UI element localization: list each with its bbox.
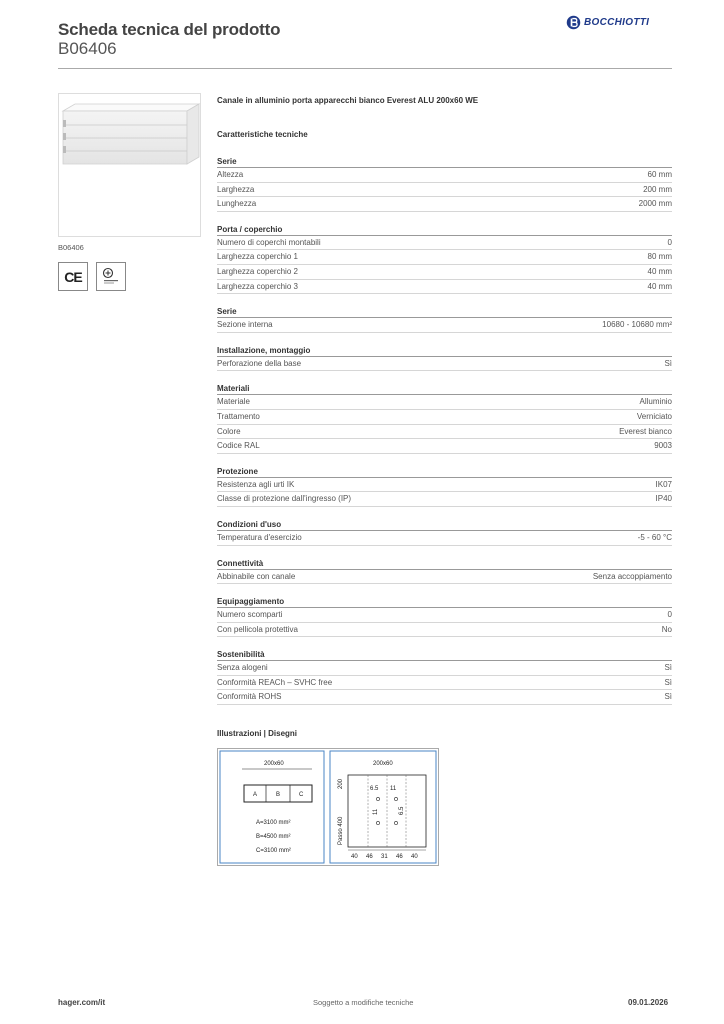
bottom-dim-4: 46: [396, 854, 403, 860]
spec-value: 10680 - 10680 mm²: [602, 320, 672, 330]
spec-row: [217, 183, 672, 198]
spec-label: Codice RAL: [217, 441, 260, 451]
footer-date: 09.01.2026: [628, 998, 669, 1007]
spec-row: [217, 250, 672, 265]
spec-row: [217, 676, 672, 691]
spec-row: [217, 425, 672, 440]
brand-name: BOCCHIOTTI: [584, 17, 650, 28]
spec-row: [217, 265, 672, 280]
spec-value: 60 mm: [647, 170, 672, 179]
spec-value: No: [661, 624, 672, 634]
spec-value: 2000 mm: [638, 199, 672, 209]
spec-value: 0: [667, 610, 672, 620]
product-description: Canale in alluminio porta apparecchi bianco Everest ALU 200x60 WE: [217, 96, 479, 105]
spec-section-title: Installazione, montaggio: [217, 344, 672, 357]
spec-section: [217, 518, 672, 546]
spec-row: [217, 197, 672, 212]
spec-row: [217, 608, 672, 623]
side-dim-1: 11: [373, 808, 379, 815]
area-c: C=3100 mm²: [256, 848, 291, 854]
spec-row: [217, 661, 672, 676]
spec-label: Perforazione della base: [217, 358, 302, 368]
ce-mark-icon: CE: [58, 262, 88, 291]
spec-row: [217, 168, 672, 183]
spec-row: [217, 236, 672, 251]
compartment-a-label: A: [253, 792, 258, 798]
spec-row: [217, 570, 672, 585]
spec-value: Senza accoppiamento: [592, 571, 672, 581]
spec-value: Everest bianco: [619, 426, 672, 436]
spec-label: Trattamento: [217, 411, 260, 421]
side-dim-2: 6.5: [399, 806, 405, 815]
spec-value: 9003: [654, 441, 672, 451]
spec-label: Materiale: [217, 397, 250, 407]
top-dim-1: 6.5: [370, 786, 379, 792]
spec-label: Lunghezza: [217, 199, 257, 209]
spec-row: [217, 280, 672, 295]
spec-section: [217, 382, 672, 453]
spec-label: Larghezza coperchio 1: [217, 252, 298, 262]
spec-section-title: Connettività: [217, 557, 672, 570]
compartment-c-label: C: [299, 792, 304, 798]
spec-label: Sezione interna: [217, 320, 273, 330]
spec-value: 40 mm: [647, 281, 672, 291]
spec-label: Colore: [217, 426, 241, 436]
pitch-dim: Passo 400: [338, 816, 344, 845]
spec-value: 200 mm: [643, 184, 672, 194]
technical-characteristics-title: Caratteristiche tecniche: [217, 130, 308, 139]
spec-section-title: Equipaggiamento: [217, 595, 672, 608]
page-title: Scheda tecnica del prodotto: [58, 20, 281, 39]
spec-row: [217, 439, 672, 454]
spec-row: [217, 531, 672, 546]
spec-label: Altezza: [217, 170, 244, 179]
area-b: B=4500 mm²: [256, 834, 291, 840]
spec-label: Con pellicola protettiva: [217, 624, 298, 634]
brand-logo: [566, 15, 649, 30]
spec-row: [217, 318, 672, 333]
right-panel-label: 200x60: [373, 761, 393, 767]
spec-value: Sì: [664, 663, 672, 673]
bottom-dim-3: 31: [381, 854, 388, 860]
spec-row: [217, 357, 672, 372]
spec-value: Sì: [664, 677, 672, 687]
spec-section-title: Materiali: [217, 382, 672, 395]
top-dim-2: 11: [390, 786, 397, 792]
footer-disclaimer: Soggetto a modifiche tecniche: [313, 998, 414, 1007]
illustrations-title: Illustrazioni | Disegni: [217, 729, 298, 738]
spec-value: -5 - 60 °C: [637, 532, 672, 542]
spec-row: [217, 690, 672, 705]
bottom-dim-2: 46: [366, 854, 373, 860]
spec-label: Abbinabile con canale: [217, 571, 296, 581]
bottom-dim-1: 40: [351, 854, 358, 860]
spec-section: [217, 223, 672, 294]
spec-section: [217, 595, 672, 637]
spec-section: [217, 155, 672, 212]
spec-row: [217, 478, 672, 493]
spec-label: Numero di coperchi montabili: [217, 237, 321, 247]
product-code-heading: B06406: [58, 39, 117, 58]
spec-section-title: Porta / coperchio: [217, 223, 672, 236]
technical-drawing: [217, 748, 439, 866]
spec-section-title: Serie: [217, 305, 672, 318]
spec-table: [217, 155, 672, 716]
certification-mark-icon: [96, 262, 126, 291]
spec-label: Larghezza coperchio 2: [217, 266, 298, 276]
spec-label: Resistenza agli urti IK: [217, 479, 295, 489]
spec-label: Temperatura d'esercizio: [217, 532, 302, 542]
left-panel-label: 200x60: [264, 761, 284, 767]
product-code-label: B06406: [58, 243, 84, 252]
spec-label: Senza alogeni: [217, 663, 268, 673]
spec-value: 40 mm: [647, 266, 672, 276]
spec-section: [217, 305, 672, 333]
area-a: A=3100 mm²: [256, 820, 291, 826]
spec-label: Larghezza coperchio 3: [217, 281, 298, 291]
spec-row: [217, 395, 672, 410]
spec-row: [217, 623, 672, 638]
spec-label: Classe di protezione dall'ingresso (IP): [217, 494, 352, 504]
spec-value: IP40: [655, 494, 672, 504]
header-divider: [58, 68, 672, 69]
compartment-b-label: B: [276, 792, 281, 798]
spec-section-title: Serie: [217, 155, 672, 168]
brand-logo-icon: [566, 15, 581, 30]
spec-section: [217, 344, 672, 372]
spec-section-title: Condizioni d'uso: [217, 518, 672, 531]
spec-value: 0: [667, 237, 672, 247]
spec-value: 80 mm: [647, 252, 672, 262]
height-dim: 200: [338, 778, 344, 789]
product-image: [58, 93, 201, 237]
spec-section: [217, 648, 672, 705]
spec-section-title: Protezione: [217, 465, 672, 478]
footer-website-link[interactable]: hager.com/it: [58, 998, 106, 1007]
spec-label: Larghezza: [217, 184, 255, 194]
spec-value: Verniciato: [636, 411, 672, 421]
spec-label: Conformità ROHS: [217, 692, 282, 702]
spec-value: Sì: [664, 358, 672, 368]
spec-section: [217, 465, 672, 507]
spec-row: [217, 410, 672, 425]
spec-value: Alluminio: [639, 397, 672, 407]
spec-row: [217, 492, 672, 507]
spec-value: IK07: [655, 479, 672, 489]
spec-label: Conformità REACh – SVHC free: [217, 677, 333, 687]
bottom-dim-5: 40: [411, 854, 418, 860]
spec-value: Sì: [664, 692, 672, 702]
spec-section-title: Sostenibilità: [217, 648, 672, 661]
spec-section: [217, 557, 672, 585]
spec-label: Numero scomparti: [217, 610, 283, 620]
